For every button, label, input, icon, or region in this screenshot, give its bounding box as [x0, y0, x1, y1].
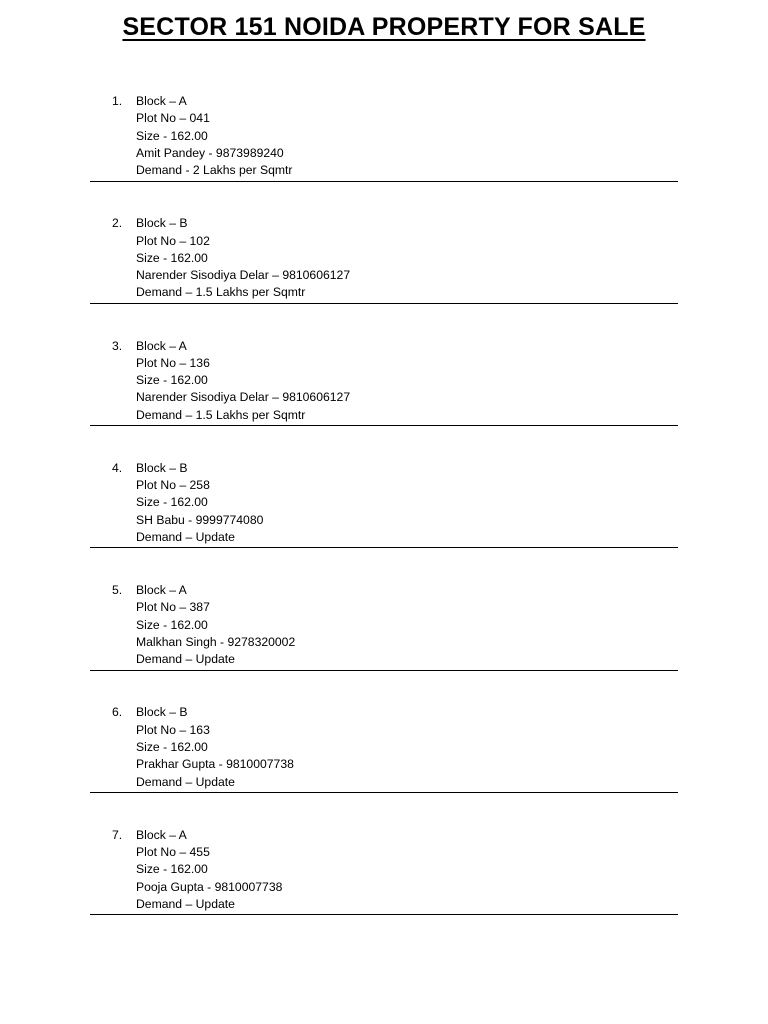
listing-size: Size - 162.00 [136, 128, 208, 143]
listing-divider [90, 670, 678, 671]
listing-details [136, 704, 294, 790]
listing-divider [90, 425, 678, 426]
listing-contact: SH Babu - 9999774080 [136, 512, 264, 527]
listing-details [136, 582, 295, 668]
listing-demand: Demand – Update [136, 774, 235, 789]
page-title: SECTOR 151 NOIDA PROPERTY FOR SALE [122, 13, 646, 41]
listing-contact: Narender Sisodiya Delar – 9810606127 [136, 268, 351, 283]
property-listing [90, 338, 678, 460]
listing-block: Block – A [136, 827, 187, 842]
listing-demand: Demand – Update [136, 530, 235, 545]
listing-size: Size - 162.00 [136, 373, 208, 388]
listing-demand: Demand – Update [136, 652, 235, 667]
listing-demand: Demand - 2 Lakhs per Sqmtr [136, 163, 293, 178]
listing-block: Block – A [136, 338, 187, 353]
property-listing [90, 704, 678, 826]
listing-contact: Amit Pandey - 9873989240 [136, 145, 284, 160]
listing-plot: Plot No – 136 [136, 355, 210, 370]
listing-plot: Plot No – 455 [136, 845, 210, 860]
listing-divider [90, 792, 678, 793]
property-listing-list [90, 93, 678, 949]
listing-block: Block – A [136, 583, 187, 598]
listing-plot: Plot No – 163 [136, 722, 210, 737]
listing-number: 2. [112, 216, 123, 231]
listing-size: Size - 162.00 [136, 862, 208, 877]
listing-plot: Plot No – 041 [136, 111, 210, 126]
listing-number: 3. [112, 338, 123, 353]
property-listing [90, 93, 678, 215]
listing-size: Size - 162.00 [136, 250, 208, 265]
property-listing [90, 460, 678, 582]
listing-divider [90, 547, 678, 548]
listing-plot: Plot No – 102 [136, 233, 210, 248]
property-listing [90, 215, 678, 337]
listing-number: 4. [112, 460, 123, 475]
listing-number: 6. [112, 705, 123, 720]
listing-size: Size - 162.00 [136, 740, 208, 755]
listing-details [136, 338, 350, 424]
listing-size: Size - 162.00 [136, 495, 208, 510]
listing-size: Size - 162.00 [136, 617, 208, 632]
listing-details [136, 215, 350, 301]
property-listing [90, 582, 678, 704]
listing-details [136, 460, 263, 546]
listing-contact: Pooja Gupta - 9810007738 [136, 879, 283, 894]
listing-divider [90, 181, 678, 182]
listing-block: Block – B [136, 705, 188, 720]
listing-block: Block – A [136, 94, 187, 108]
listing-divider [90, 303, 678, 304]
listing-demand: Demand – 1.5 Lakhs per Sqmtr [136, 407, 306, 422]
listing-number: 7. [112, 827, 123, 842]
listing-contact: Malkhan Singh - 9278320002 [136, 635, 296, 650]
listing-plot: Plot No – 387 [136, 600, 210, 615]
listing-divider [90, 914, 678, 915]
listing-block: Block – B [136, 216, 188, 231]
property-listing [90, 827, 678, 949]
listing-block: Block – B [136, 460, 188, 475]
listing-contact: Prakhar Gupta - 9810007738 [136, 757, 294, 772]
listing-demand: Demand – 1.5 Lakhs per Sqmtr [136, 285, 306, 300]
listing-details [136, 827, 282, 913]
listing-number: 5. [112, 583, 123, 598]
listing-demand: Demand – Update [136, 896, 235, 911]
listing-details [136, 93, 292, 179]
listing-number: 1. [112, 94, 123, 108]
listing-plot: Plot No – 258 [136, 478, 210, 493]
listing-contact: Narender Sisodiya Delar – 9810606127 [136, 390, 351, 405]
